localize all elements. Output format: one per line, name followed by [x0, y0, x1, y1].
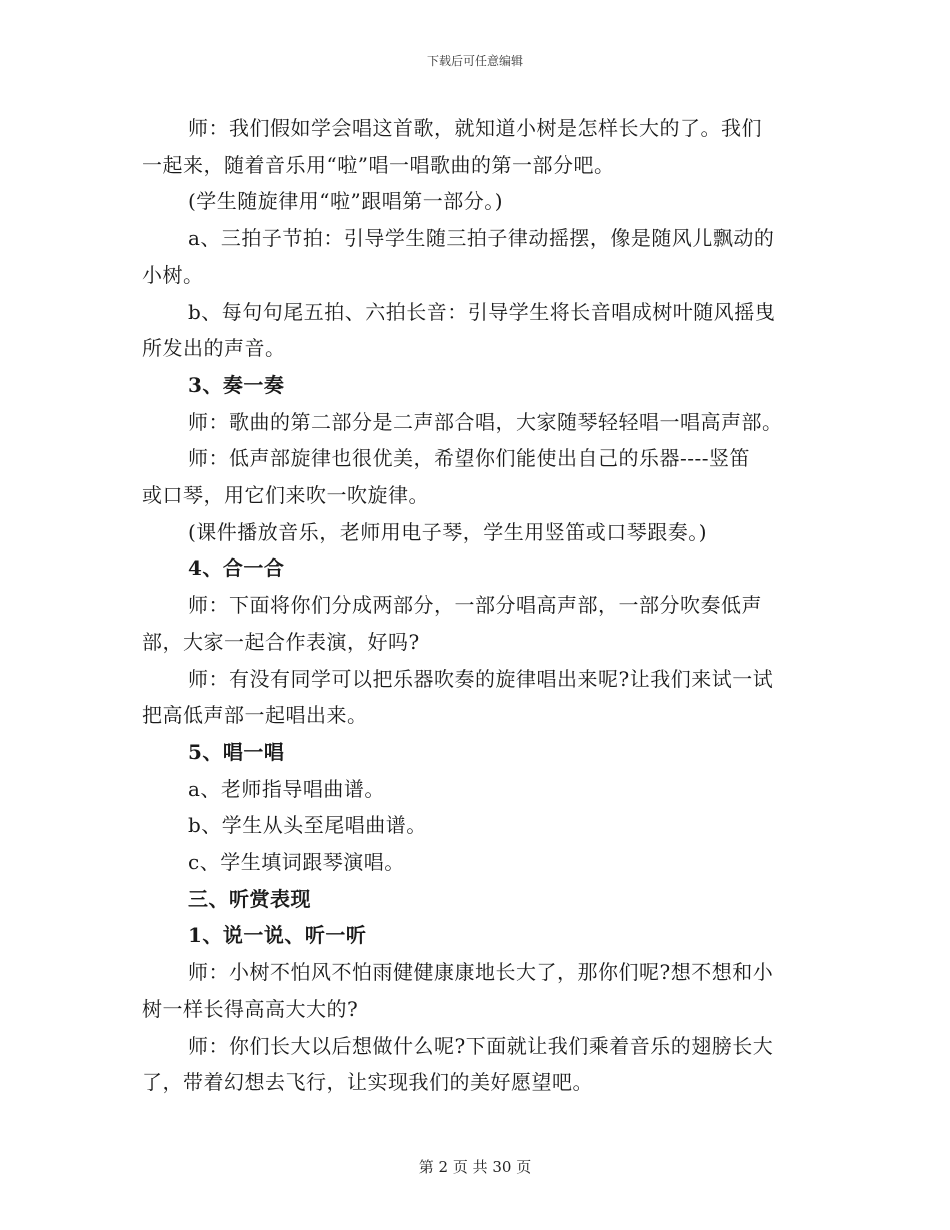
text-line: 师：下面将你们分成两部分，一部分唱高声部，一部分吹奏低声 — [188, 593, 762, 618]
text-line: 师：我们假如学会唱这首歌，就知道小树是怎样长大的了。我们 — [188, 116, 762, 140]
text-line: 师：低声部旋律也很优美，希望你们能使出自己的乐器----竖笛 — [188, 446, 751, 471]
text-line: 或口琴，用它们来吹一吹旋律。 — [142, 483, 429, 508]
text-line: 所发出的声音。 — [142, 336, 286, 361]
section-heading-line: 三、听赏表现 — [188, 886, 311, 911]
text-line: (学生随旋律用“啦”跟唱第一部分。) — [188, 189, 504, 214]
text-line: b、每句句尾五拍、六拍长音：引导学生将长音唱成树叶随风摇曳 — [188, 299, 776, 324]
text-line: a、三拍子节拍：引导学生随三拍子律动摇摆，像是随风儿飘动的 — [188, 226, 775, 251]
text-line: c、学生填词跟琴演唱。 — [188, 850, 405, 875]
page-number-footer: 第 2 页 共 30 页 — [418, 1158, 532, 1176]
text-line: 把高低声部一起唱出来。 — [142, 703, 368, 728]
text-line: (课件播放音乐，老师用电子琴，学生用竖笛或口琴跟奏。) — [188, 519, 708, 544]
text-line: a、老师指导唱曲谱。 — [188, 776, 385, 801]
text-line: 师：歌曲的第二部分是二声部合唱，大家随琴轻轻唱一唱高声部。 — [188, 409, 783, 434]
text-line: 部，大家一起合作表演，好吗? — [142, 629, 420, 654]
section-heading-line: 5、唱一唱 — [188, 739, 285, 764]
page-header: 下载后可任意编辑 — [426, 54, 523, 68]
text-line: 师：小树不怕风不怕雨健健康康地长大了，那你们呢?想不想和小 — [188, 960, 774, 985]
text-line: 小树。 — [142, 262, 204, 287]
text-line: 树一样长得高高大大的? — [142, 996, 359, 1021]
section-heading-line: 1、说一说、听一听 — [188, 923, 367, 948]
section-heading-line: 4、合一合 — [188, 556, 285, 581]
text-line: 师：有没有同学可以把乐器吹奏的旋律唱出来呢?让我们来试一试 — [188, 666, 774, 691]
section-heading-line: 3、奏一奏 — [188, 372, 285, 397]
document-body — [142, 110, 812, 1101]
text-line: 一起来，随着音乐用“啦”唱一唱歌曲的第一部分吧。 — [142, 152, 615, 177]
text-line: 师：你们长大以后想做什么呢?下面就让我们乘着音乐的翅膀长大 — [188, 1033, 774, 1058]
text-line: 了，带着幻想去飞行，让实现我们的美好愿望吧。 — [142, 1070, 593, 1095]
text-line: b、学生从头至尾唱曲谱。 — [188, 813, 427, 838]
